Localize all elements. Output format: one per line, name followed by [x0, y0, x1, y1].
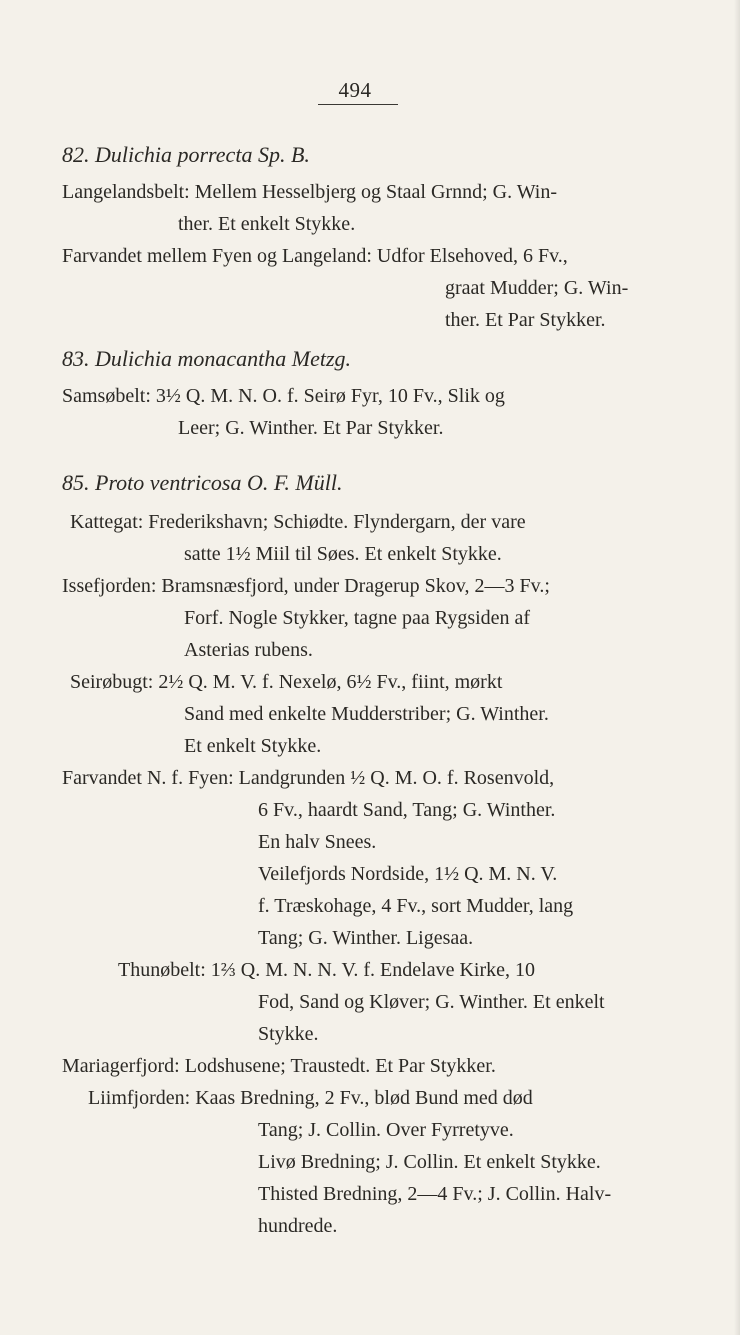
text-line: Seirøbugt: 2½ Q. M. V. f. Nexelø, 6½ Fv., fiint, mørkt: [70, 671, 503, 693]
text-line: hundrede.: [258, 1215, 338, 1237]
text-line: Kattegat: Frederikshavn; Schiødte. Flyndergarn, der vare: [70, 511, 526, 533]
text-line: satte 1½ Miil til Søes. Et enkelt Stykke.: [184, 543, 502, 565]
text-line: Forf. Nogle Stykker, tagne paa Rygsiden af: [184, 607, 531, 629]
text-line: ther. Et Par Stykker.: [445, 309, 606, 331]
text-line: 6 Fv., haardt Sand, Tang; G. Winther.: [258, 799, 556, 821]
page-edge-shadow: [734, 0, 740, 1335]
text-line: Mariagerfjord: Lodshusene; Traustedt. Et Par Stykker.: [62, 1055, 496, 1077]
text-line: Livø Bredning; J. Collin. Et enkelt Stykke.: [258, 1151, 601, 1173]
text-line: Leer; G. Winther. Et Par Stykker.: [178, 417, 444, 439]
text-line: f. Træskohage, 4 Fv., sort Mudder, lang: [258, 895, 574, 917]
text-line: Sand med enkelte Mudderstriber; G. Winther.: [184, 703, 549, 725]
text-line: ther. Et enkelt Stykke.: [178, 213, 356, 235]
text-line: Tang; G. Winther. Ligesaa.: [258, 927, 474, 949]
section-heading-85: 85. Proto ventricosa O. F. Müll.: [62, 470, 343, 495]
text-line: Samsøbelt: 3½ Q. M. N. O. f. Seirø Fyr, 10 Fv., Slik og: [62, 385, 505, 407]
page-number: 494: [338, 78, 372, 102]
text-line: Langelandsbelt: Mellem Hesselbjerg og Staal Grnnd; G. Win-: [62, 181, 558, 203]
page-number-rule: [318, 104, 398, 105]
text-line: Fod, Sand og Kløver; G. Winther. Et enkelt: [258, 991, 605, 1013]
text-line: Liimfjorden: Kaas Bredning, 2 Fv., blød Bund med død: [88, 1087, 533, 1109]
text-line: graat Mudder; G. Win-: [445, 277, 629, 299]
section-heading-83: 83. Dulichia monacantha Metzg.: [62, 346, 352, 371]
section-heading-82: 82. Dulichia porrecta Sp. B.: [62, 142, 310, 167]
text-line: Tang; J. Collin. Over Fyrretyve.: [258, 1119, 514, 1141]
text-line: Issefjorden: Bramsnæsfjord, under Dragerup Skov, 2—3 Fv.;: [62, 575, 550, 597]
text-line: Stykke.: [258, 1023, 319, 1045]
text-line: En halv Snees.: [258, 831, 377, 853]
text-line: Thisted Bredning, 2—4 Fv.; J. Collin. Halv-: [258, 1183, 612, 1205]
text-line: Asterias rubens.: [184, 639, 313, 661]
text-line: Et enkelt Stykke.: [184, 735, 322, 757]
text-line: Farvandet mellem Fyen og Langeland: Udfor Elsehoved, 6 Fv.,: [62, 245, 568, 267]
text-line: Farvandet N. f. Fyen: Landgrunden ½ Q. M. O. f. Rosenvold,: [62, 767, 555, 789]
text-line: Veilefjords Nordside, 1½ Q. M. N. V.: [258, 863, 558, 885]
text-line: Thunøbelt: 1⅔ Q. M. N. N. V. f. Endelave Kirke, 10: [118, 959, 535, 981]
